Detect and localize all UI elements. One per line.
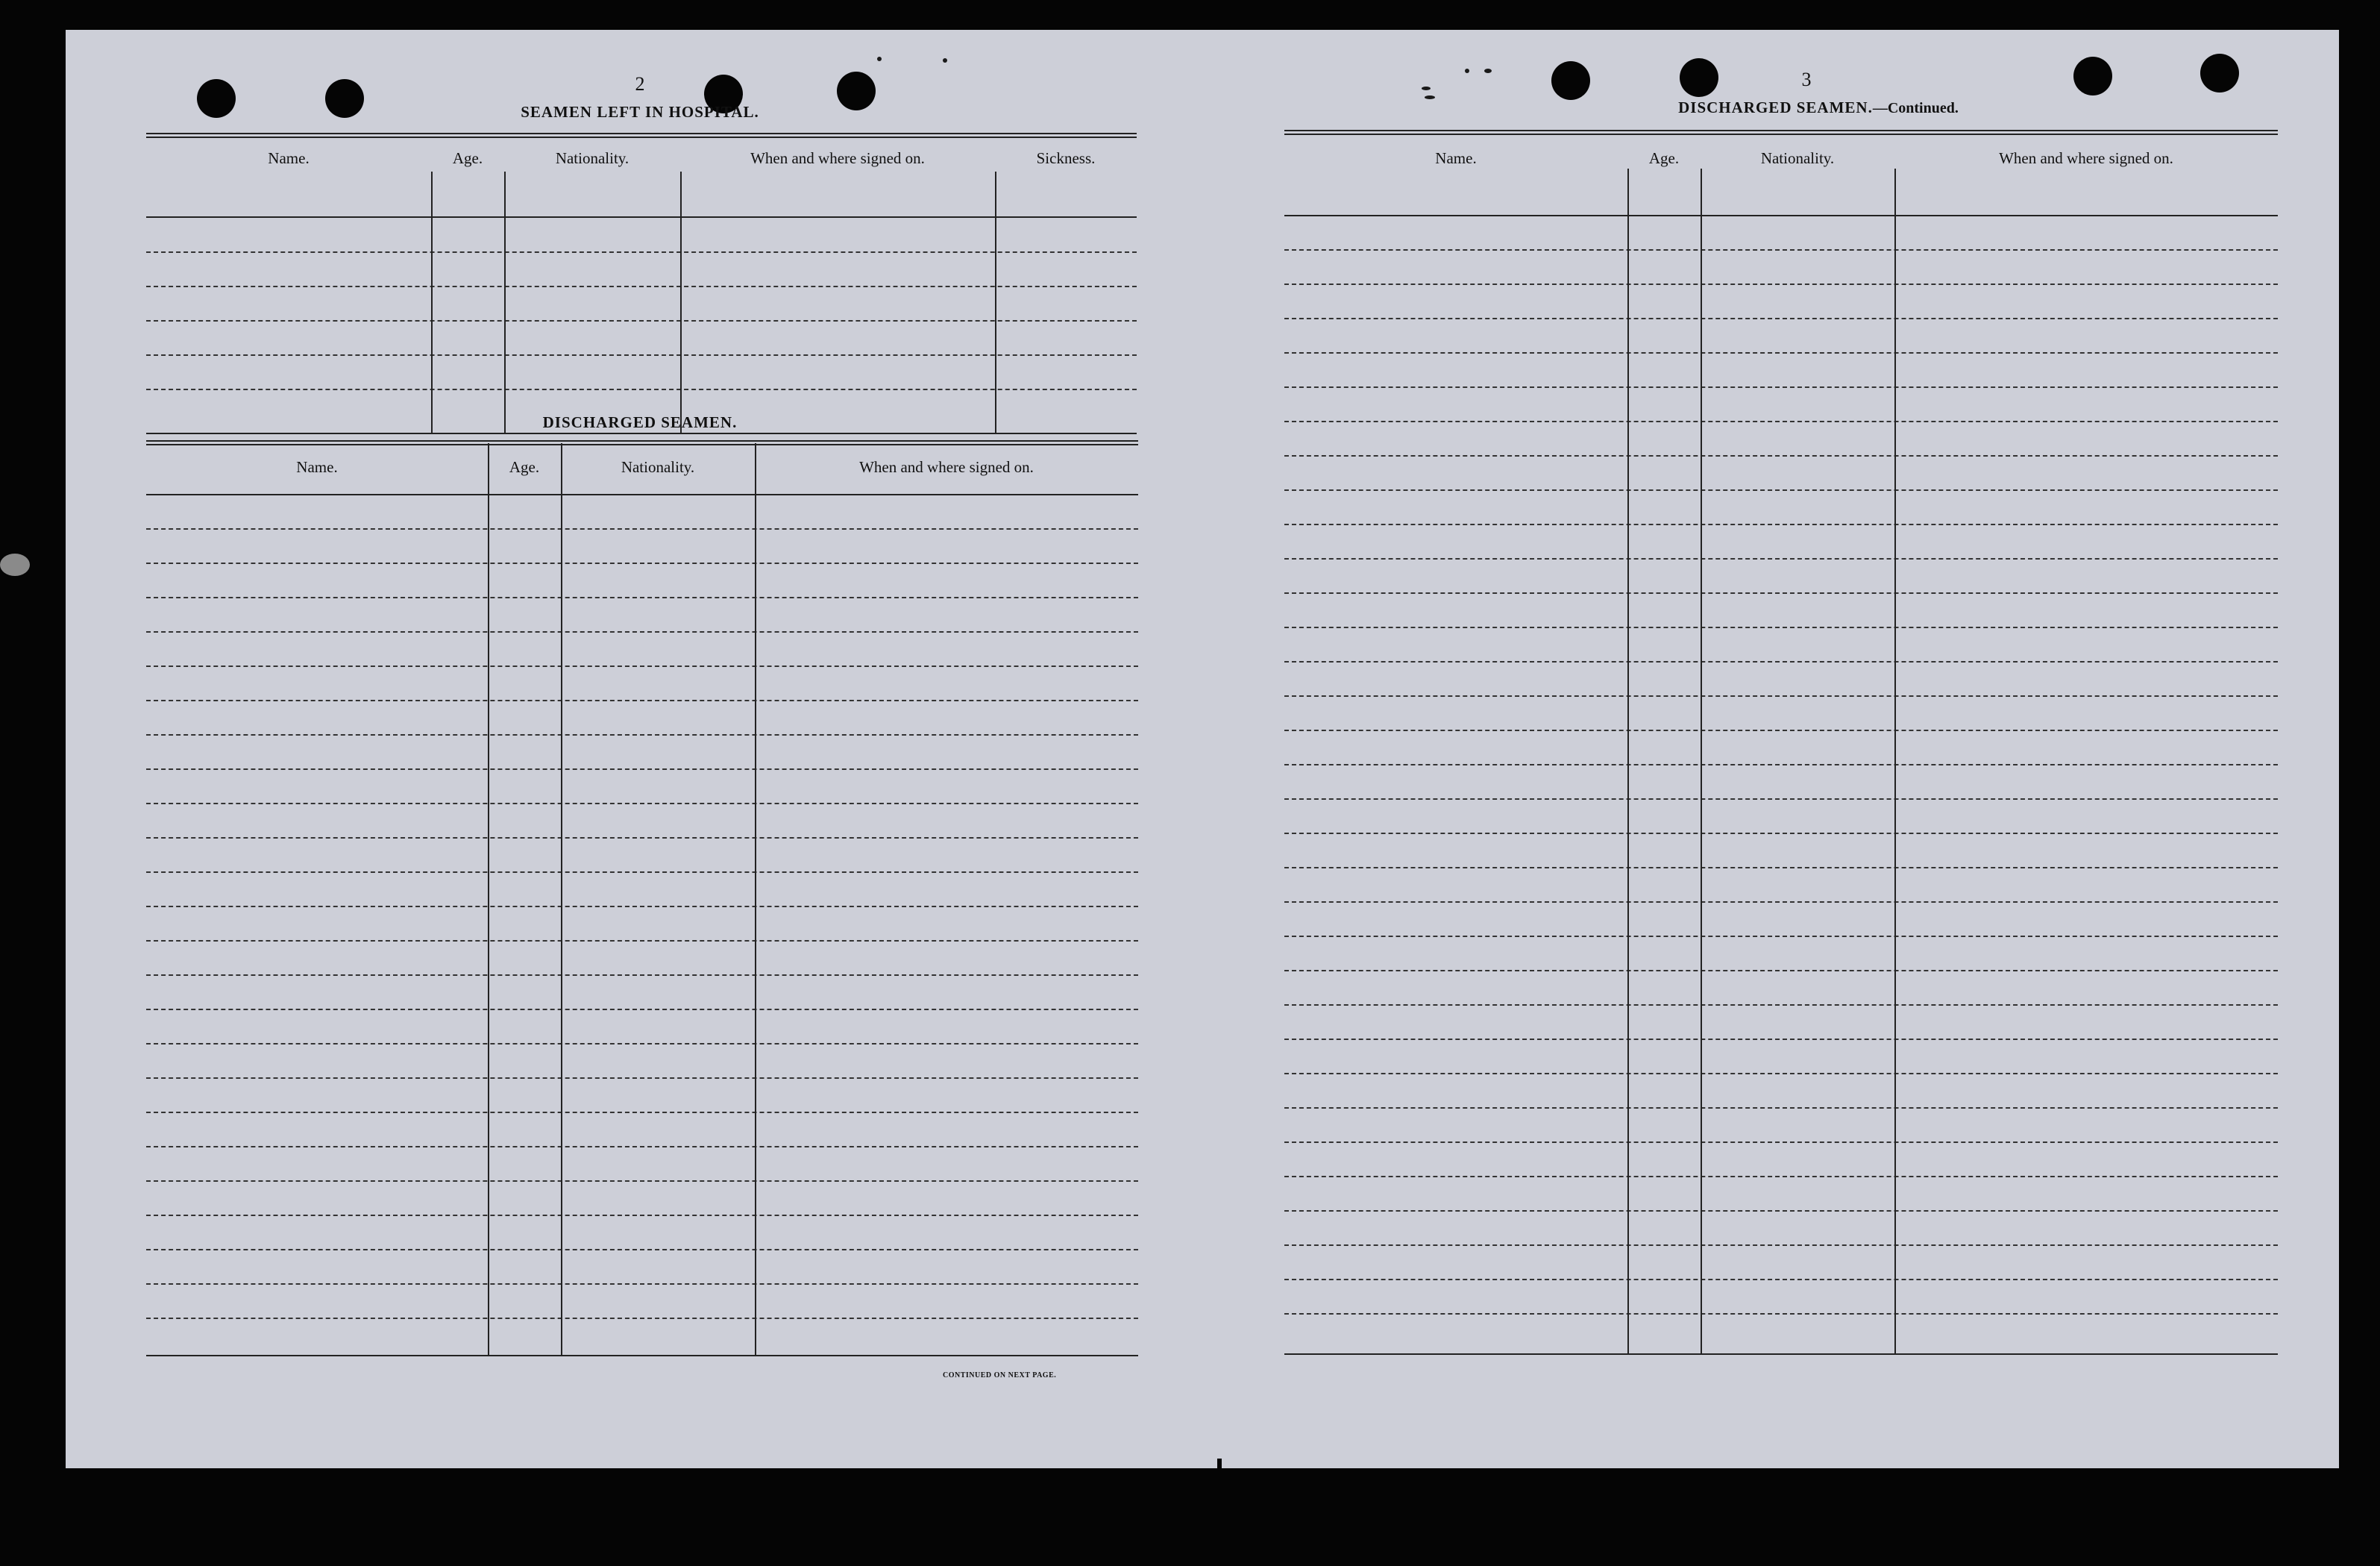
col-header-sickness: Sickness. — [1036, 149, 1096, 167]
col-header-signed-on: When and where signed on. — [859, 458, 1034, 476]
dust-speck — [877, 57, 882, 61]
col-header-signed-on: When and where signed on. — [750, 149, 925, 167]
punch-hole — [1680, 58, 1718, 97]
dust-speck — [1484, 69, 1492, 73]
punch-hole — [1551, 61, 1590, 100]
col-header-nationality: Nationality. — [555, 149, 629, 167]
dust-speck — [1465, 69, 1469, 73]
punch-hole — [2200, 54, 2239, 93]
dust-speck — [943, 58, 947, 63]
col-header-age: Age. — [1648, 149, 1680, 167]
continued-note: CONTINUED ON NEXT PAGE. — [943, 1371, 1057, 1379]
col-header-age: Age. — [452, 149, 483, 167]
hospital-section-title: SEAMEN LEFT IN HOSPITAL. — [521, 103, 759, 121]
col-header-nationality: Nationality. — [1760, 149, 1835, 167]
discharged-table — [146, 440, 1138, 1365]
punch-hole — [325, 79, 364, 118]
punch-hole — [837, 72, 876, 110]
col-header-age: Age. — [509, 458, 540, 476]
discharged-continued-title-main: DISCHARGED SEAMEN. — [1678, 98, 1873, 116]
edge-smudge — [0, 554, 30, 576]
hospital-table — [146, 133, 1137, 437]
punch-hole — [2073, 57, 2112, 95]
page-number-right: 3 — [1801, 69, 1812, 90]
dust-speck — [1422, 87, 1431, 90]
col-header-nationality: Nationality. — [621, 458, 695, 476]
page-number-left: 2 — [635, 73, 645, 95]
page-gutter — [1217, 1459, 1222, 1496]
discharged-continued-table — [1284, 130, 2278, 1368]
punch-hole — [197, 79, 236, 118]
discharged-section-title: DISCHARGED SEAMEN. — [542, 413, 738, 431]
col-header-name: Name. — [1435, 149, 1477, 167]
discharged-continued-suffix: —Continued. — [1872, 100, 1959, 116]
open-ledger-sheet — [66, 30, 2339, 1468]
col-header-name: Name. — [296, 458, 338, 476]
dust-speck — [1425, 95, 1435, 99]
discharged-continued-title — [1557, 98, 2079, 117]
col-header-name: Name. — [268, 149, 310, 167]
col-header-signed-on: When and where signed on. — [1999, 149, 2173, 167]
